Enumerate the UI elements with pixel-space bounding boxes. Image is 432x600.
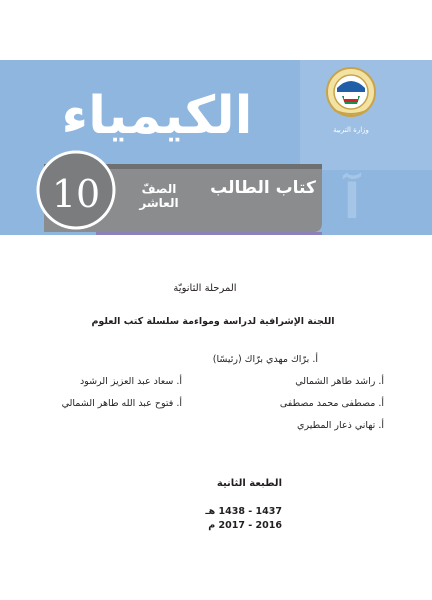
- committee-member: أ. راشد طاهر الشمالي: [295, 376, 384, 387]
- committee-member: أ. مصطفى محمد مصطفى: [279, 398, 384, 409]
- grade-number: 10: [51, 172, 101, 216]
- committee-heading: اللجنة الإشرافية لدراسة ومواءمة سلسلة كتب العلوم: [91, 316, 335, 327]
- part-label: الجزء الأوّل: [172, 245, 228, 259]
- committee-member: أ. فتوح عبد الله طاهر الشمالي: [61, 398, 182, 409]
- edition-label: الطبعة الثانية: [216, 478, 282, 489]
- edition-year-gregorian: 2016 - 2017 م: [208, 520, 282, 531]
- book-title: الكيمياء: [61, 86, 253, 146]
- stage-label: المرحلة الثانويّة: [173, 283, 237, 294]
- kuwait-emblem-icon: [322, 66, 380, 122]
- banner-ghost-text: آ: [343, 174, 361, 230]
- committee-member: أ. تهاني ذعار المطيري: [297, 420, 384, 431]
- committee-member: أ. برّاك مهدي برّاك (رئيسًا): [212, 354, 318, 365]
- book-type-label: كتاب الطالب: [210, 178, 316, 198]
- committee-member: أ. سعاد عبد العزيز الرشود: [79, 376, 182, 387]
- ministry-label: وزارة التربية: [333, 126, 369, 134]
- part-tab: [96, 232, 322, 235]
- edition-year-hijri: 1437 - 1438 هـ: [205, 506, 282, 517]
- grade-label: الصفّ العاشر: [139, 182, 179, 210]
